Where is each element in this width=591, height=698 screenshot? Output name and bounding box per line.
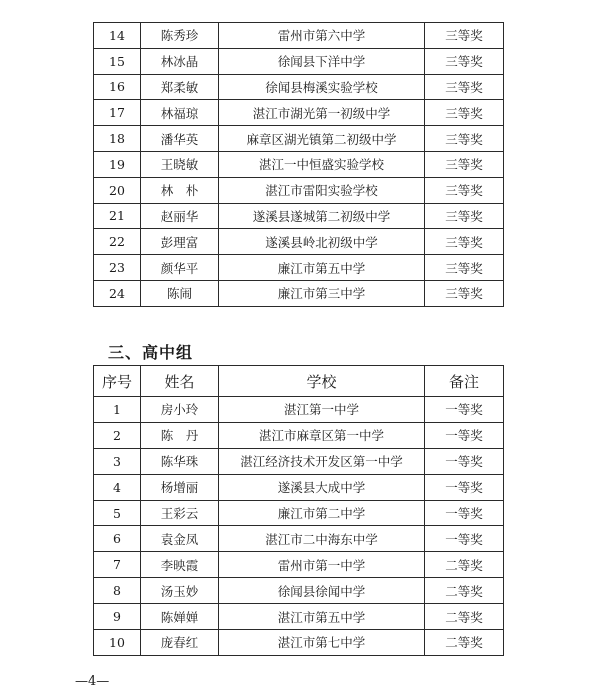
header-name: 姓名 xyxy=(141,366,219,397)
serial-number-cell: 18 xyxy=(94,126,141,152)
remarks-cell: 三等奖 xyxy=(425,23,504,49)
header-remarks: 备注 xyxy=(425,366,504,397)
table-row xyxy=(94,203,504,229)
serial-number-cell: 24 xyxy=(94,280,141,306)
table-row xyxy=(94,229,504,255)
remarks-cell: 一等奖 xyxy=(425,448,504,474)
school-cell: 湛江市雷阳实验学校 xyxy=(219,177,425,203)
remarks-cell: 三等奖 xyxy=(425,255,504,281)
table-row xyxy=(94,552,504,578)
serial-number-cell: 21 xyxy=(94,203,141,229)
serial-number-cell: 4 xyxy=(94,474,141,500)
name-cell: 汤玉妙 xyxy=(141,578,219,604)
school-cell: 徐闻县梅溪实验学校 xyxy=(219,74,425,100)
middle-school-table-body xyxy=(94,23,504,307)
table-row xyxy=(94,126,504,152)
serial-number-cell: 17 xyxy=(94,100,141,126)
name-cell: 陈婵婵 xyxy=(141,604,219,630)
serial-number-cell: 22 xyxy=(94,229,141,255)
name-cell: 林冰晶 xyxy=(141,48,219,74)
remarks-cell: 三等奖 xyxy=(425,74,504,100)
page-number: —4— xyxy=(75,674,110,689)
name-cell: 陈 丹 xyxy=(141,422,219,448)
table-row xyxy=(94,74,504,100)
name-cell: 王彩云 xyxy=(141,500,219,526)
remarks-cell: 三等奖 xyxy=(425,229,504,255)
table-row xyxy=(94,177,504,203)
school-cell: 徐闻县徐闻中学 xyxy=(219,578,425,604)
remarks-cell: 三等奖 xyxy=(425,48,504,74)
school-cell: 湛江市二中海东中学 xyxy=(219,526,425,552)
serial-number-cell: 6 xyxy=(94,526,141,552)
remarks-cell: 一等奖 xyxy=(425,526,504,552)
remarks-cell: 二等奖 xyxy=(425,552,504,578)
serial-number-cell: 20 xyxy=(94,177,141,203)
table-row xyxy=(94,526,504,552)
table-row xyxy=(94,151,504,177)
remarks-cell: 三等奖 xyxy=(425,126,504,152)
table-row xyxy=(94,448,504,474)
name-cell: 陈秀珍 xyxy=(141,23,219,49)
serial-number-cell: 9 xyxy=(94,604,141,630)
middle-school-results-table-continued xyxy=(93,22,504,307)
header-school: 学校 xyxy=(219,366,425,397)
high-school-results-table xyxy=(93,365,504,656)
table-row xyxy=(94,578,504,604)
remarks-cell: 三等奖 xyxy=(425,203,504,229)
high-school-table-body xyxy=(94,397,504,656)
remarks-cell: 三等奖 xyxy=(425,177,504,203)
remarks-cell: 三等奖 xyxy=(425,280,504,306)
table-header-row xyxy=(94,366,504,397)
serial-number-cell: 3 xyxy=(94,448,141,474)
serial-number-cell: 16 xyxy=(94,74,141,100)
table-row xyxy=(94,255,504,281)
school-cell: 廉江市第三中学 xyxy=(219,280,425,306)
school-cell: 湛江市第七中学 xyxy=(219,630,425,656)
name-cell: 杨增丽 xyxy=(141,474,219,500)
school-cell: 遂溪县大成中学 xyxy=(219,474,425,500)
remarks-cell: 二等奖 xyxy=(425,630,504,656)
serial-number-cell: 8 xyxy=(94,578,141,604)
school-cell: 湛江市麻章区第一中学 xyxy=(219,422,425,448)
table-row xyxy=(94,474,504,500)
serial-number-cell: 19 xyxy=(94,151,141,177)
serial-number-cell: 1 xyxy=(94,397,141,423)
name-cell: 彭理富 xyxy=(141,229,219,255)
serial-number-cell: 15 xyxy=(94,48,141,74)
name-cell: 赵丽华 xyxy=(141,203,219,229)
school-cell: 雷州市第一中学 xyxy=(219,552,425,578)
school-cell: 湛江一中恒盛实验学校 xyxy=(219,151,425,177)
remarks-cell: 一等奖 xyxy=(425,474,504,500)
remarks-cell: 一等奖 xyxy=(425,500,504,526)
section-heading-high-school: 三、高中组 xyxy=(108,343,194,362)
serial-number-cell: 23 xyxy=(94,255,141,281)
name-cell: 庞春红 xyxy=(141,630,219,656)
name-cell: 李映霞 xyxy=(141,552,219,578)
remarks-cell: 三等奖 xyxy=(425,100,504,126)
table-row xyxy=(94,48,504,74)
name-cell: 房小玲 xyxy=(141,397,219,423)
table-row xyxy=(94,397,504,423)
remarks-cell: 二等奖 xyxy=(425,578,504,604)
serial-number-cell: 10 xyxy=(94,630,141,656)
school-cell: 麻章区湖光镇第二初级中学 xyxy=(219,126,425,152)
name-cell: 王晓敏 xyxy=(141,151,219,177)
school-cell: 湛江市湖光第一初级中学 xyxy=(219,100,425,126)
table-row xyxy=(94,604,504,630)
school-cell: 廉江市第五中学 xyxy=(219,255,425,281)
school-cell: 遂溪县遂城第二初级中学 xyxy=(219,203,425,229)
remarks-cell: 一等奖 xyxy=(425,397,504,423)
table-row xyxy=(94,500,504,526)
table-row xyxy=(94,630,504,656)
serial-number-cell: 14 xyxy=(94,23,141,49)
table-row xyxy=(94,23,504,49)
remarks-cell: 二等奖 xyxy=(425,604,504,630)
school-cell: 湛江经济技术开发区第一中学 xyxy=(219,448,425,474)
table-row xyxy=(94,100,504,126)
table-row xyxy=(94,280,504,306)
name-cell: 郑柔敏 xyxy=(141,74,219,100)
name-cell: 林福琼 xyxy=(141,100,219,126)
school-cell: 遂溪县岭北初级中学 xyxy=(219,229,425,255)
school-cell: 廉江市第二中学 xyxy=(219,500,425,526)
name-cell: 颜华平 xyxy=(141,255,219,281)
serial-number-cell: 2 xyxy=(94,422,141,448)
header-serial-number: 序号 xyxy=(94,366,141,397)
name-cell: 林 朴 xyxy=(141,177,219,203)
name-cell: 潘华英 xyxy=(141,126,219,152)
remarks-cell: 一等奖 xyxy=(425,422,504,448)
table-row xyxy=(94,422,504,448)
serial-number-cell: 7 xyxy=(94,552,141,578)
name-cell: 袁金凤 xyxy=(141,526,219,552)
school-cell: 湛江市第五中学 xyxy=(219,604,425,630)
school-cell: 湛江第一中学 xyxy=(219,397,425,423)
serial-number-cell: 5 xyxy=(94,500,141,526)
name-cell: 陈闹 xyxy=(141,280,219,306)
name-cell: 陈华珠 xyxy=(141,448,219,474)
remarks-cell: 三等奖 xyxy=(425,151,504,177)
school-cell: 雷州市第六中学 xyxy=(219,23,425,49)
school-cell: 徐闻县下洋中学 xyxy=(219,48,425,74)
